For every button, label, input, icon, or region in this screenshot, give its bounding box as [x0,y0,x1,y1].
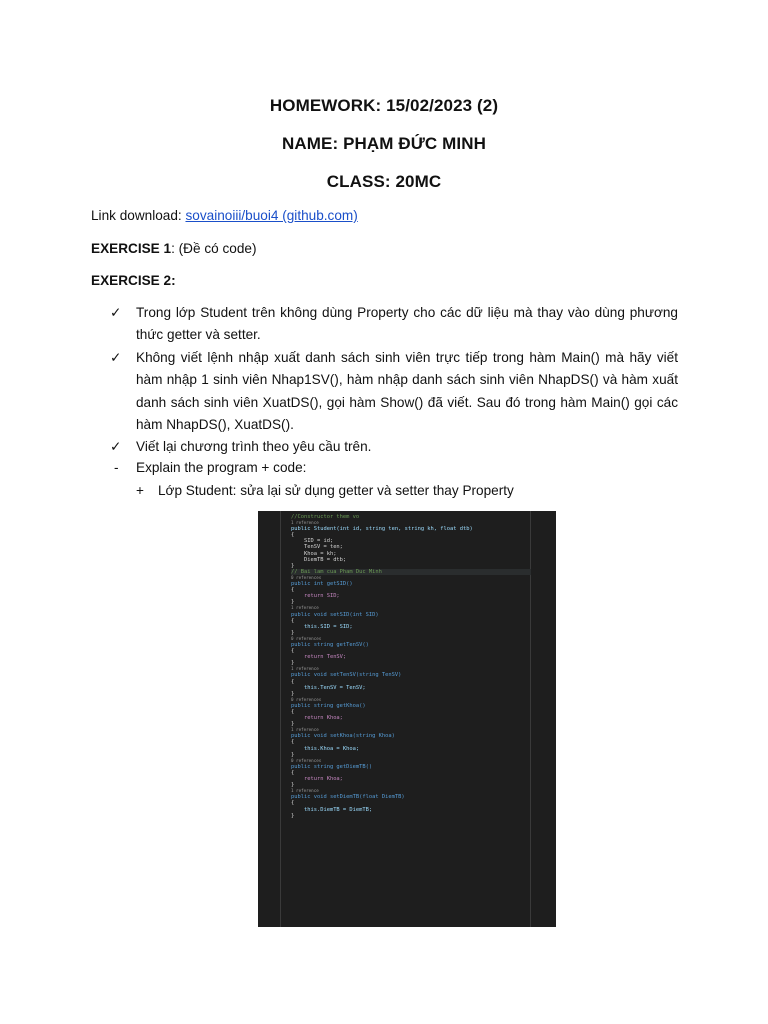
list-item [110,436,678,458]
list-item [110,347,678,437]
code-line: { [291,648,295,655]
list-item-text: Viết lại chương trình theo yêu cầu trên. [136,439,372,455]
code-line: public string getDiemTB() [291,763,373,770]
class-name: CLASS: 20MC [326,172,442,191]
code-line: TenSV = ten; [291,544,343,551]
code-line: } [291,751,295,758]
code-line: { [291,800,295,807]
code-line: public void setTenSV(string TenSV) [291,672,402,679]
code-line: } [291,562,295,569]
github-link[interactable]: sovainoiii/buoi4 (github.com) [185,208,358,223]
student-name: NAME: PHẠM ĐỨC MINH [282,134,486,153]
code-line: 1 reference [291,666,319,672]
list-item-text: Không viết lệnh nhập xuất danh sách sinh viên trực tiếp trong hàm Main() mà hãy viết hàm nhập 1 sinh viên Nhap1SV(), hàm nhập danh sách sinh viên NhapDS() và hàm xuất danh sách sinh viên XuatDS(), gọi hàm Show() đã viết. Sau đó trong hàm Main() gọi các hàm NhapDS(), XuatDS(). [136,349,678,433]
link-label: Link download: [91,208,182,223]
code-line: { [291,587,295,594]
checkmark-icon: ✓ [110,349,122,365]
exercise2-line [91,273,176,288]
checkmark-icon: ✓ [110,439,122,455]
code-line: } [291,690,295,697]
list-item [110,302,678,347]
code-line: public string getTenSV() [291,641,369,648]
code-line: { [291,617,295,624]
code-line: } [291,812,295,819]
homework-title: HOMEWORK: 15/02/2023 (2) [269,96,499,115]
code-block [291,514,531,819]
code-line: } [291,721,295,728]
code-line: DiemTB = dtb; [291,556,347,563]
code-line: return Khoa; [291,715,343,722]
code-screenshot [258,511,556,927]
code-line: //Constructor them vo [291,514,360,520]
exercise2-text: : [171,273,176,288]
code-line: public int getSID() [291,581,353,588]
code-line: 0 references [291,635,322,641]
exercise1-label: EXERCISE 1 [91,241,172,256]
explain-text: Explain the program + code: [136,460,307,475]
code-line: 1 reference [291,520,319,526]
code-line: Khoa = kh; [291,550,337,557]
exercise2-label: EXERCISE 2 [91,273,172,288]
code-gutter-line [280,511,281,927]
code-line: this.Khoa = Khoa; [291,745,360,752]
explain-line [114,460,306,475]
code-line: this.TenSV = TenSV; [291,684,366,691]
code-line: this.SID = SID; [291,623,353,630]
code-line: return SID; [291,593,340,600]
code-line: 1 reference [291,727,319,733]
code-line: 0 references [291,574,322,580]
code-line: { [291,532,295,539]
code-line: public void setDiemTB(float DiemTB) [291,794,405,801]
code-line: 1 reference [291,788,319,794]
code-line: } [291,599,295,606]
student-class-text: Lớp Student: sửa lại sử dụng getter và setter thay Property [158,483,514,498]
code-line: } [291,782,295,789]
code-line: SID = id; [291,538,334,545]
code-line: return TenSV; [291,654,347,661]
plus-bullet: + [136,483,144,498]
code-line: { [291,739,295,746]
code-line: public Student(int id, string ten, string kh, float dtb) [291,526,473,533]
code-line: public string getKhoa() [291,702,366,709]
code-line: 0 references [291,757,322,763]
code-line: { [291,678,295,685]
code-line: return Khoa; [291,776,343,783]
code-line: 1 reference [291,605,319,611]
student-class-line [136,483,514,498]
code-line: { [291,709,295,715]
code-line: public void setSID(int SID) [291,611,379,618]
requirement-list [110,302,678,459]
code-line: // Bai lam cua Pham Duc Minh [291,569,531,575]
exercise1-text: : (Đề có code) [171,241,257,256]
link-line [91,208,358,223]
code-line: 0 references [291,696,322,702]
list-item-text: Trong lớp Student trên không dùng Property cho các dữ liệu mà thay vào dùng phương thức getter và setter. [136,305,678,343]
dash-bullet: - [114,460,119,475]
code-line: { [291,769,295,776]
code-line: public void setKhoa(string Khoa) [291,733,395,740]
code-line: this.DiemTB = DiemTB; [291,806,373,813]
checkmark-icon: ✓ [110,305,122,320]
code-line: } [291,660,295,667]
exercise1-line [91,241,256,256]
code-line: } [291,629,295,636]
